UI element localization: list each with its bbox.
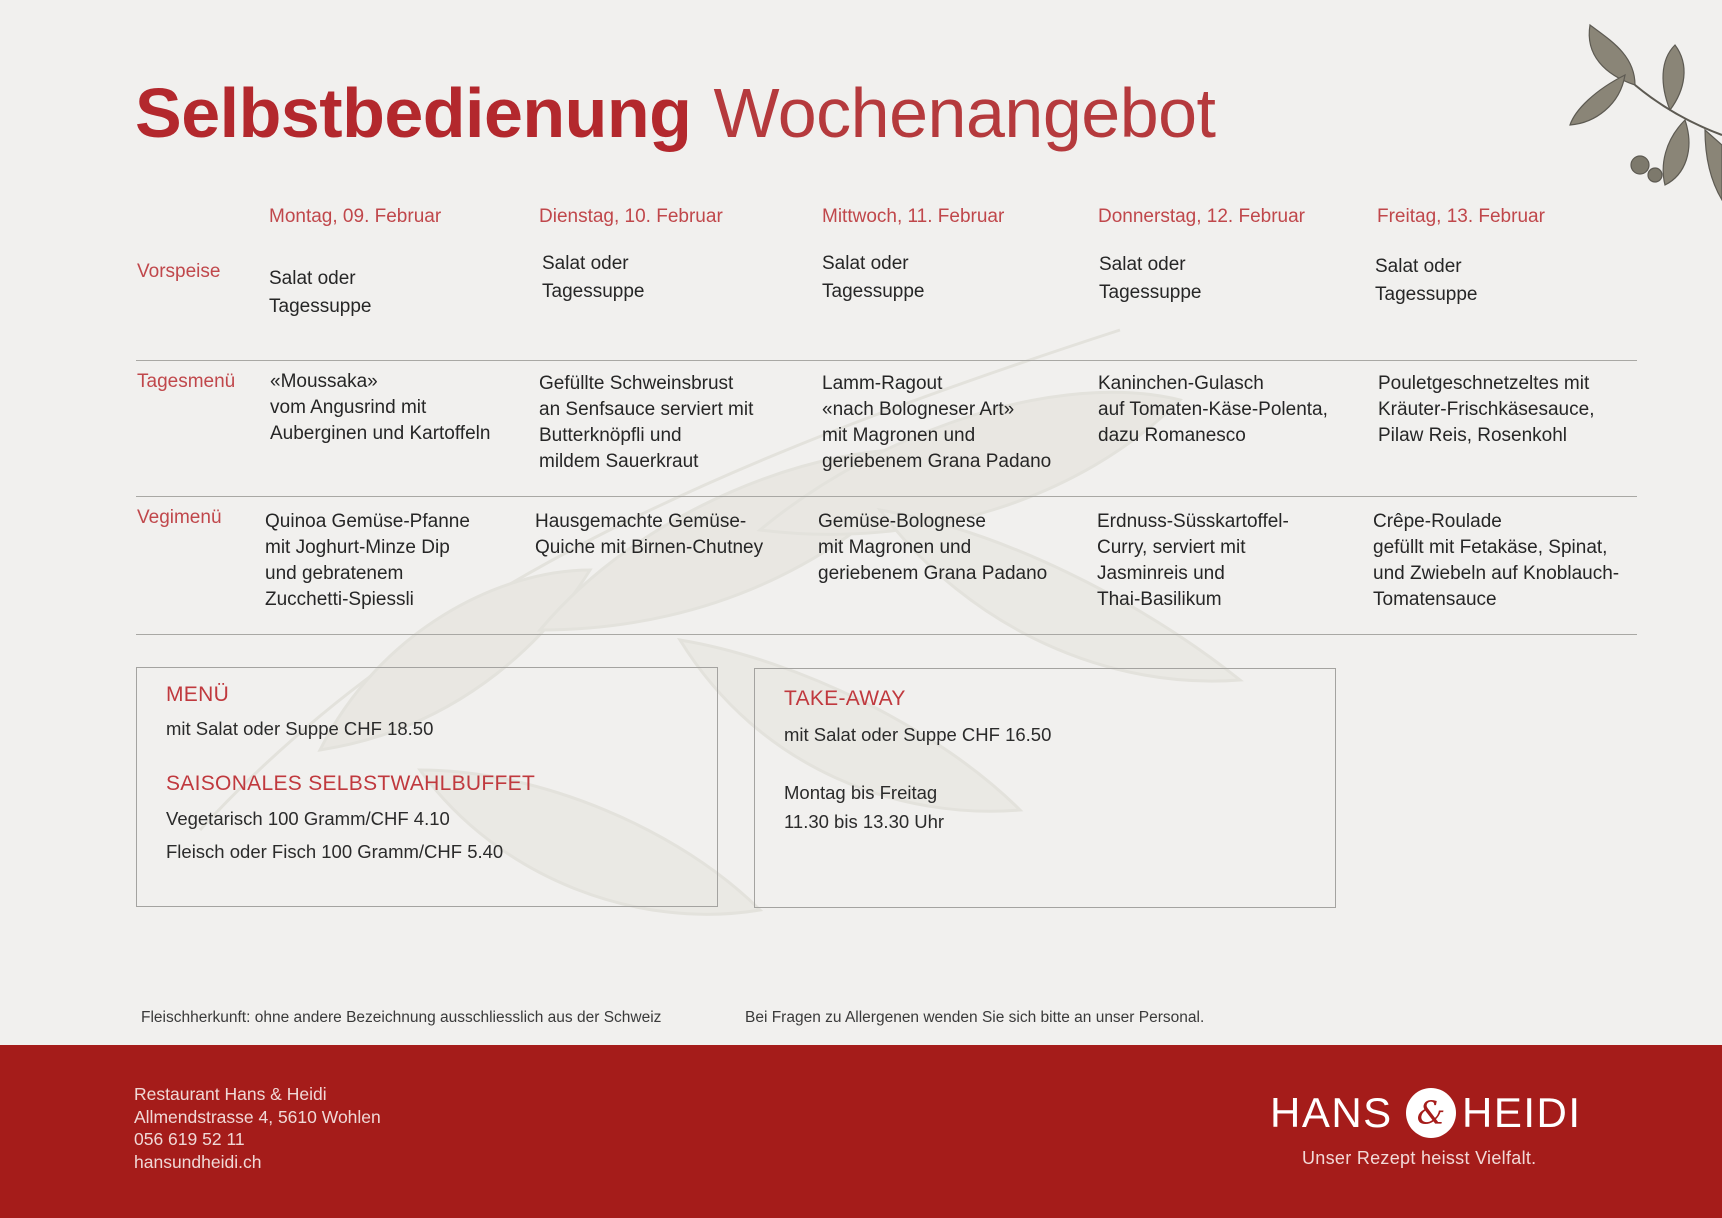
buffet-meat-price: Fleisch oder Fisch 100 Gramm/CHF 5.40 xyxy=(166,841,504,862)
menu-cell-vegimenu-tuesday: Hausgemachte Gemüse- Quiche mit Birnen-Chutney xyxy=(535,511,764,558)
menu-cell-vorspeise-friday: Salat oder Tagessuppe xyxy=(1375,256,1478,305)
day-header-thursday: Donnerstag, 12. Februar xyxy=(1098,206,1306,227)
row-divider xyxy=(136,634,1637,635)
restaurant-street: Allmendstrasse 4, 5610 Wohlen xyxy=(134,1106,381,1127)
restaurant-name: Restaurant Hans & Heidi xyxy=(134,1084,327,1104)
takeaway-hours: 11.30 bis 13.30 Uhr xyxy=(784,811,945,832)
row-label-tagesmenu: Tagesmenü xyxy=(137,371,236,392)
menu-cell-vorspeise-thursday: Salat oder Tagessuppe xyxy=(1099,254,1202,303)
menu-cell-vegimenu-thursday: Erdnuss-Süsskartoffel- Curry, serviert mit Jasminreis und Thai-Basilikum xyxy=(1097,511,1289,610)
brand-ampersand: & xyxy=(1416,1094,1446,1132)
leaf-branch-icon xyxy=(1565,15,1722,215)
menu-price-box xyxy=(136,667,718,907)
title-bold: Selbstbedienung xyxy=(135,74,692,152)
menu-cell-vorspeise-tuesday: Salat oder Tagessuppe xyxy=(542,253,645,302)
menu-cell-tagesmenu-friday: Pouletgeschnetzeltes mit Kräuter-Frischkäsesauce, Pilaw Reis, Rosenkohl xyxy=(1378,373,1595,446)
restaurant-website-link[interactable]: hansundheidi.ch xyxy=(134,1151,262,1172)
brand-ampersand-badge xyxy=(1406,1088,1456,1138)
brand-word-left: HANS xyxy=(1270,1089,1393,1136)
menu-cell-tagesmenu-tuesday: Gefüllte Schweinsbrust an Senfsauce serviert mit Butterknöpfli und mildem Sauerkraut xyxy=(539,373,754,472)
page-title xyxy=(135,74,1216,152)
brand-tagline: Unser Rezept heisst Vielfalt. xyxy=(1302,1148,1537,1168)
row-divider xyxy=(136,360,1637,361)
menu-cell-tagesmenu-wednesday: Lamm-Ragout «nach Bologneser Art» mit Magronen und geriebenem Grana Padano xyxy=(822,373,1052,472)
takeaway-days: Montag bis Freitag xyxy=(784,782,938,803)
brand-logo xyxy=(1270,1088,1590,1138)
meat-origin-note: Fleischherkunft: ohne andere Bezeichnung ausschliesslich aus der Schweiz xyxy=(141,1009,662,1026)
takeaway-price-line: mit Salat oder Suppe CHF 16.50 xyxy=(784,724,1052,745)
menu-cell-vorspeise-monday: Salat oder Tagessuppe xyxy=(269,268,372,317)
row-label-vorspeise: Vorspeise xyxy=(137,261,221,282)
menu-cell-vegimenu-monday: Quinoa Gemüse-Pfanne mit Joghurt-Minze Dip und gebratenem Zucchetti-Spiessli xyxy=(265,511,470,610)
menu-cell-tagesmenu-monday: «Moussaka» vom Angusrind mit Auberginen und Kartoffeln xyxy=(270,371,491,444)
row-label-vegimenu: Vegimenü xyxy=(137,507,222,528)
footer xyxy=(0,1045,1722,1218)
title-light: Wochenangebot xyxy=(713,74,1216,152)
menu-heading: MENÜ xyxy=(166,683,230,706)
restaurant-address xyxy=(134,1083,381,1173)
menu-cell-vegimenu-friday: Crêpe-Roulade gefüllt mit Fetakäse, Spinat, und Zwiebeln auf Knoblauch- Tomatensauce xyxy=(1373,511,1620,610)
row-divider xyxy=(136,496,1637,497)
restaurant-phone[interactable]: 056 619 52 11 xyxy=(134,1129,245,1149)
allergen-note: Bei Fragen zu Allergenen wenden Sie sich bitte an unser Personal. xyxy=(745,1009,1205,1026)
takeaway-box xyxy=(754,668,1336,908)
menu-price-line: mit Salat oder Suppe CHF 18.50 xyxy=(166,718,434,739)
day-header-tuesday: Dienstag, 10. Februar xyxy=(539,206,723,227)
menu-cell-vorspeise-wednesday: Salat oder Tagessuppe xyxy=(822,253,925,302)
takeaway-heading: TAKE-AWAY xyxy=(784,687,906,710)
day-header-friday: Freitag, 13. Februar xyxy=(1377,206,1545,227)
day-header-wednesday: Mittwoch, 11. Februar xyxy=(822,206,1005,227)
brand-word-right: HEIDI xyxy=(1462,1089,1582,1136)
day-header-monday: Montag, 09. Februar xyxy=(269,206,442,227)
buffet-heading: SAISONALES SELBSTWAHLBUFFET xyxy=(166,772,536,795)
buffet-vegetarian-price: Vegetarisch 100 Gramm/CHF 4.10 xyxy=(166,808,450,829)
menu-cell-tagesmenu-thursday: Kaninchen-Gulasch auf Tomaten-Käse-Polenta, dazu Romanesco xyxy=(1098,373,1328,446)
menu-cell-vegimenu-wednesday: Gemüse-Bolognese mit Magronen und geriebenem Grana Padano xyxy=(818,511,1048,584)
